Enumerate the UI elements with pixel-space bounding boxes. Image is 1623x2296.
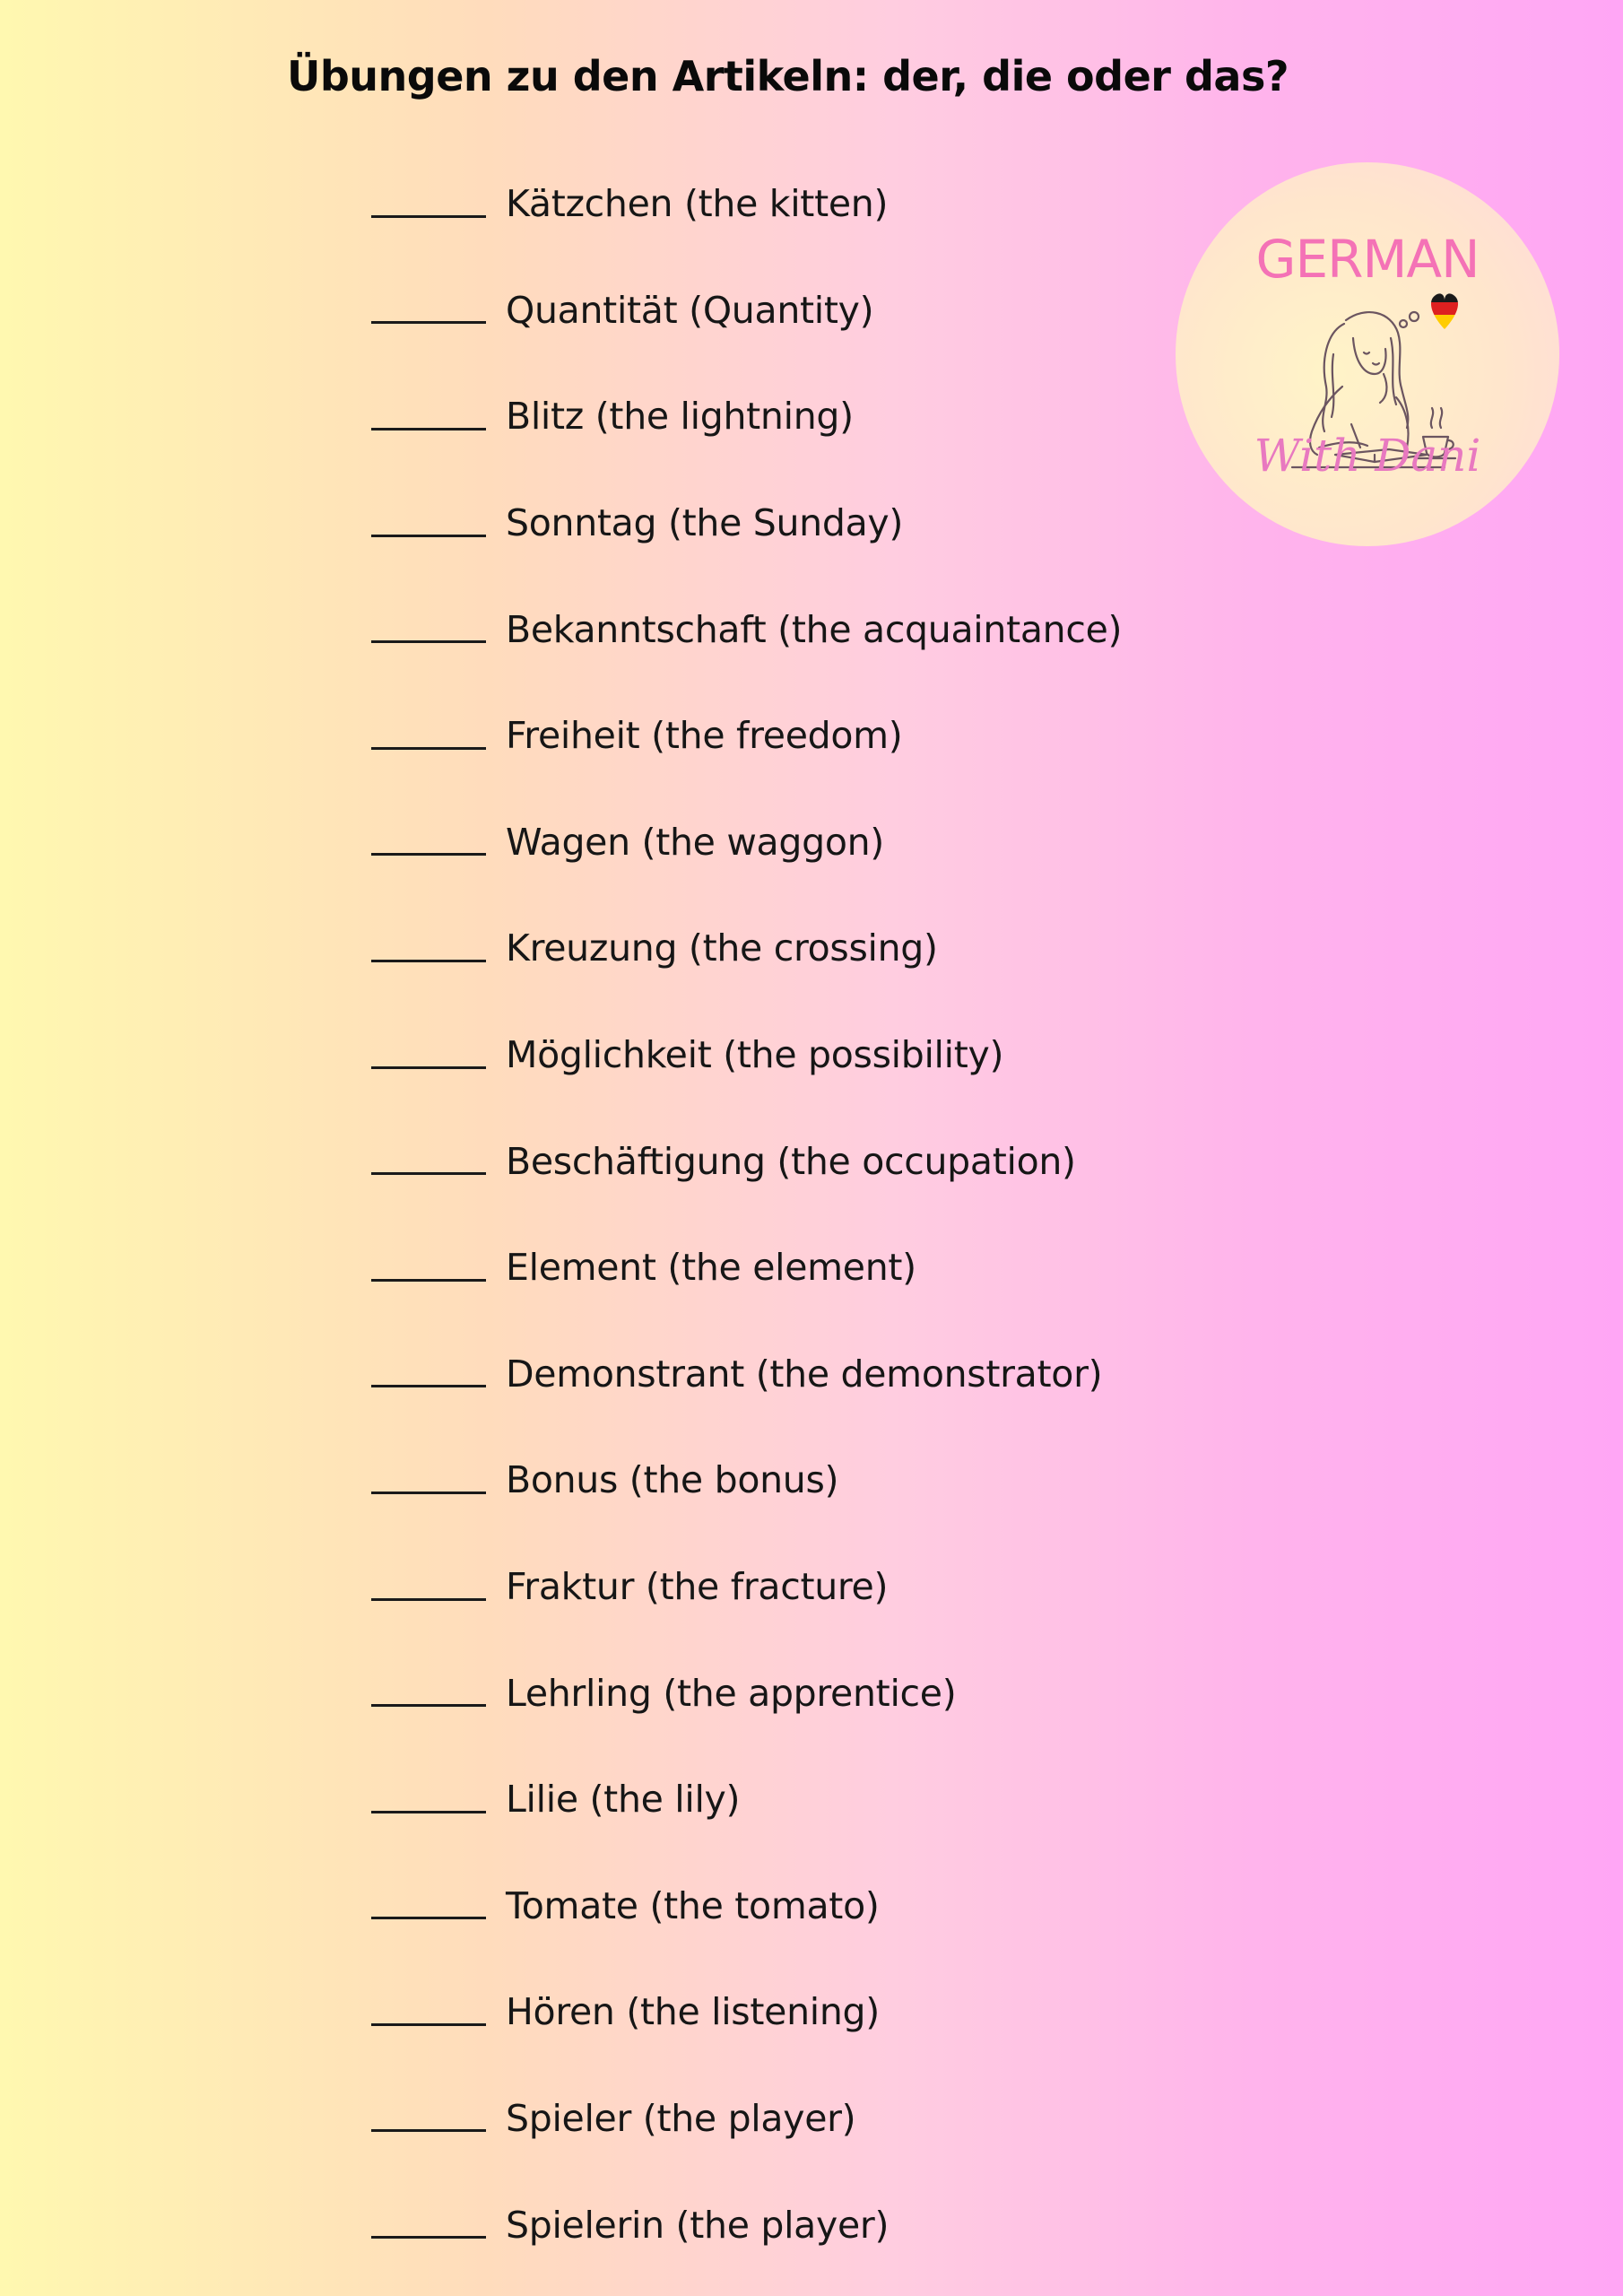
list-item <box>371 151 1122 257</box>
list-item <box>371 1214 1122 1321</box>
list-item <box>371 895 1122 1002</box>
exercise-word: Quantität (Quantity) <box>506 288 874 332</box>
answer-blank[interactable] <box>371 960 486 962</box>
exercise-word: Sonntag (the Sunday) <box>506 501 904 545</box>
answer-blank[interactable] <box>371 1279 486 1282</box>
exercise-word: Spieler (the player) <box>506 2096 856 2140</box>
answer-blank[interactable] <box>371 1492 486 1494</box>
list-item <box>371 470 1122 577</box>
logo-title: GERMAN <box>1255 229 1480 290</box>
list-item <box>371 1534 1122 1640</box>
answer-blank[interactable] <box>371 1598 486 1601</box>
exercise-word: Element (the element) <box>506 1246 916 1290</box>
exercise-list <box>371 151 1122 2278</box>
exercise-word: Spielerin (the player) <box>506 2203 890 2247</box>
exercise-word: Fraktur (the fracture) <box>506 1565 889 1609</box>
answer-blank[interactable] <box>371 2236 486 2239</box>
list-item <box>371 576 1122 683</box>
answer-blank[interactable] <box>371 1704 486 1707</box>
list-item <box>371 1321 1122 1428</box>
list-item <box>371 363 1122 470</box>
answer-blank[interactable] <box>371 747 486 750</box>
list-item <box>371 1108 1122 1214</box>
answer-blank[interactable] <box>371 1917 486 1919</box>
german-flag-heart-icon <box>1423 288 1468 333</box>
answer-blank[interactable] <box>371 853 486 856</box>
answer-blank[interactable] <box>371 1385 486 1387</box>
answer-blank[interactable] <box>371 1172 486 1175</box>
exercise-word: Wagen (the waggon) <box>506 820 884 864</box>
list-item <box>371 257 1122 364</box>
list-item <box>371 1853 1122 1960</box>
list-item <box>371 789 1122 896</box>
exercise-word: Kätzchen (the kitten) <box>506 182 889 226</box>
answer-blank[interactable] <box>371 1066 486 1069</box>
exercise-word: Blitz (the lightning) <box>506 395 854 439</box>
exercise-word: Bekanntschaft (the acquaintance) <box>506 607 1123 651</box>
list-item <box>371 1746 1122 1853</box>
list-item <box>371 1002 1122 1109</box>
exercise-word: Tomate (the tomato) <box>506 1883 880 1927</box>
page-title: Übungen zu den Artikeln: der, die oder das? <box>287 52 1289 100</box>
exercise-word: Freiheit (the freedom) <box>506 714 903 758</box>
list-item <box>371 2066 1122 2172</box>
exercise-word: Möglichkeit (the possibility) <box>506 1033 1004 1077</box>
exercise-word: Kreuzung (the crossing) <box>506 926 938 970</box>
exercise-word: Lilie (the lily) <box>506 1778 741 1822</box>
answer-blank[interactable] <box>371 321 486 324</box>
woman-writing-icon <box>1176 162 1559 546</box>
list-item <box>371 1639 1122 1746</box>
exercise-word: Lehrling (the apprentice) <box>506 1671 957 1715</box>
answer-blank[interactable] <box>371 428 486 430</box>
logo-tagline: With Dani <box>1254 430 1481 482</box>
exercise-word: Hören (the listening) <box>506 1990 880 2034</box>
answer-blank[interactable] <box>371 640 486 643</box>
answer-blank[interactable] <box>371 1811 486 1813</box>
answer-blank[interactable] <box>371 215 486 218</box>
exercise-word: Beschäftigung (the occupation) <box>506 1139 1076 1183</box>
list-item <box>371 2171 1122 2278</box>
exercise-word: Demonstrant (the demonstrator) <box>506 1352 1103 1396</box>
list-item <box>371 1427 1122 1534</box>
answer-blank[interactable] <box>371 2023 486 2026</box>
answer-blank[interactable] <box>371 535 486 537</box>
list-item <box>371 683 1122 789</box>
exercise-word: Bonus (the bonus) <box>506 1458 839 1502</box>
list-item <box>371 1959 1122 2066</box>
answer-blank[interactable] <box>371 2129 486 2132</box>
brand-logo <box>1176 162 1559 546</box>
